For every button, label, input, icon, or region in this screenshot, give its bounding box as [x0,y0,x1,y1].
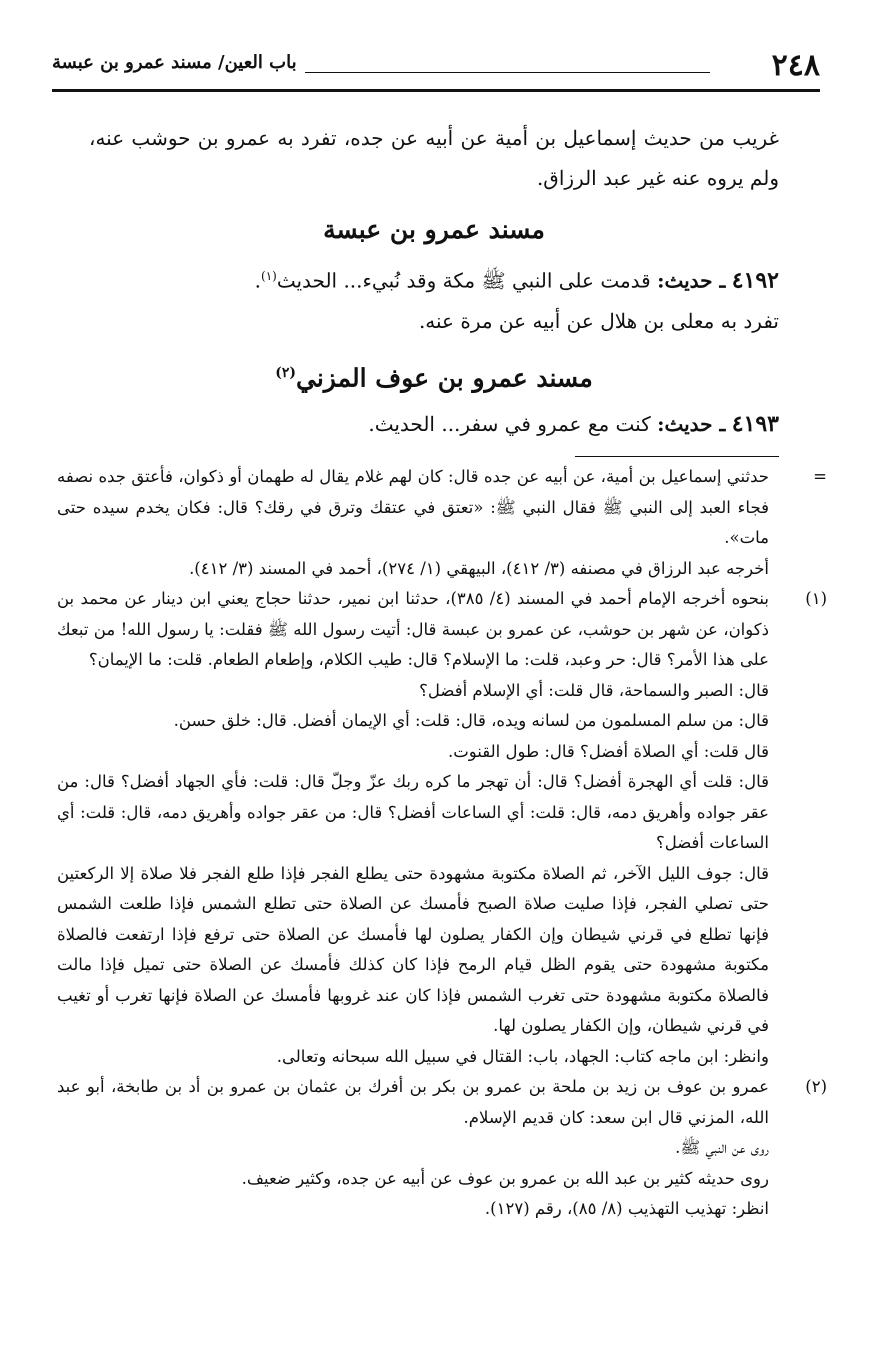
running-head: باب العين/ مسند عمرو بن عبسة [52,52,305,73]
footnote-line: روى حديثه كثير بن عبد الله بن عمرو بن عوف عن أبيه عن جده، وكثير ضعيف. [241,1168,769,1188]
footnote-line: انظر: تهذيب التهذيب (٨/ ٨٥)، رقم (١٢٧). [484,1199,769,1218]
footnote-1 [57,584,827,1072]
footnote-line: وانظر: ابن ماجه كتاب: الجهاد، باب: القتال في سبيل الله سبحانه وتعالى. [276,1046,769,1066]
intro-paragraph: غريب من حديث إسماعيل بن أمية عن أبيه عن جده، تفرد به عمرو بن حوشب عنه، ولم يروه عنه غير عبد الرزاق. [89,126,779,190]
hadith-label: ـ حديث: [657,268,726,293]
hadith-text: كنت مع عمرو في سفر... الحديث. [368,411,658,436]
footnote-separator [575,456,779,457]
footnote-line: روى عن النبي ﷺ. [675,1138,769,1157]
header-rule [52,89,820,92]
footnote-2 [57,1072,827,1225]
section-title [89,210,779,250]
footnote-line: عمرو بن عوف بن زيد بن ملحة بن عمرو بن بكر بن أفرك بن عثمان بن عمرو بن أد بن طابخة، أبو عبد الله، المزني قال ابن سعد: كان قديم الإسلام. [57,1077,769,1127]
footnote-line: قال: جوف الليل الآخر، ثم الصلاة مكتوبة مشهودة حتى يطلع الفجر فإذا طلع الفجر فلا صلاة إلا الركعتين حتى تصلي الفجر، فإذا صليت صلاة الصبح فأمسك عن الصلاة حتى تطلع الشمس فإذا طلعت الشمس فإنها تطلع في قرني شيطان وإن الكفار يصلون لها فأمسك عن الصلاة حتى ترفع فإذا ارتفعت فالصلاة مكتوبة مشهودة حتى يقوم الظل قيام الرمح فإذا كان كذلك فأمسك عن الصلاة حتى تميل فإذا مالت فالصلاة مكتوبة مشهودة حتى تغرب الشمس فإذا كان عند غروبها فأمسك عن الصلاة فإنها تغرب أو تغيب في قرني شيطان، وإن الكفار يصلون لها. [57,863,769,1035]
footnote-line: أخرجه عبد الرزاق في مصنفه (٣/ ٤١٢)، البيهقي (١/ ٢٧٤)، أحمد في المسند (٣/ ٤١٢). [189,558,769,578]
page-number: ٢٤٨ [764,48,820,83]
footnote-line: قال: من سلم المسلمون من لسانه ويده، قال: قلت: أي الإيمان أفضل. قال: خلق حسن. [173,711,769,730]
hadith-entry: ٤١٩٢ ـ حديث: قدمت على النبي ﷺ مكة وقد نُبيء... الحديث$^{(١)}$. [254,267,779,294]
hadith-entry [89,404,779,444]
footnote-line: قال قلت: أي الصلاة أفضل؟ قال: طول القنوت. [447,741,769,761]
footnote-line: حدثني إسماعيل بن أمية، عن أبيه عن جده قال: كان لهم غلام يقال له طهمان أو ذكوان، فأعتق جده نصفه فجاء العبد إلى النبي ﷺ فقال النبي ﷺ: «تعتق في عتقك وترق في رقك؟ قال: فكان يخدم سيده حتى مات». [57,467,769,547]
footnote-ref: (١) [261,269,277,283]
hadith-text: قدمت على النبي ﷺ مكة وقد نُبيء... الحديث [276,268,658,293]
footnote-marker: = [813,467,827,486]
hadith-note: تفرد به معلى بن هلال عن أبيه عن مرة عنه. [418,308,779,333]
section-title-text: مسند عمرو بن عوف المزني [296,362,593,392]
footnote-marker: (١) [805,589,827,608]
footnote-continued [57,462,827,584]
hadith-number: ٤١٩٣ [731,410,779,437]
footnote-line: بنحوه أخرجه الإمام أحمد في المسند (٤/ ٣٨٥)، حدثنا ابن نمير، حدثنا حجاج يعني ابن دينار عن محمد بن ذكوان، عن شهر بن حوشب، عن عمرو بن عبسة قال: أتيت رسول الله ﷺ فقلت: يا رسول الله! من تبعك على هذا الأمر؟ قال: حر وعبد، قلت: ما الإسلام؟ قال: طيب الكلام، وإطعام الطعام. قلت: ما الإيمان؟ [57,589,769,669]
main-text [89,118,779,444]
hadith-label: ـ حديث: [657,411,726,436]
section-title [89,353,779,398]
footnote-marker: (٢) [805,1077,827,1096]
hadith-number: ٤١٩٢ [731,267,779,294]
footnote-ref: (٢) [275,364,296,381]
footnote-line: قال: الصبر والسماحة، قال قلت: أي الإسلام أفضل؟ [419,680,769,700]
running-head-rule [258,72,710,73]
page-header [52,46,820,92]
section-title-text: مسند عمرو بن عبسة [323,215,545,244]
footnotes [57,462,827,1225]
footnote-line: قال: قلت أي الهجرة أفضل؟ قال: أن تهجر ما كره ربك عزّ وجلّ قال: قلت: فأي الجهاد أفضل؟ قال: من عقر جواده وأهريق دمه، قال: قلت: أي الساعات أفضل؟ قال: من عقر جواده وأهريق دمه، قال: قلت: أي الساعات أفضل؟ [57,772,769,852]
